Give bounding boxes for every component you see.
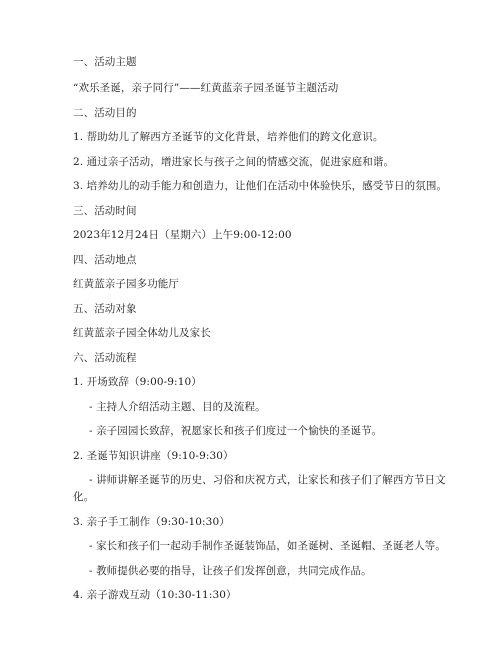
time-text: 2023年12月24日（星期六）上午9:00-12:00 [73,229,292,241]
flow-step-1: 1. 开场致辞（9:00-9:10） [73,376,202,388]
flow-step-3-detail-b: - 教师提供必要的指导，让孩子们发挥创意，共同完成作品。 [89,565,372,577]
purpose-item-1: 1. 帮助幼儿了解西方圣诞节的文化背景，培养他们的跨文化意识。 [73,131,384,143]
flow-step-3-detail-a: - 家长和孩子们一起动手制作圣诞装饰品，如圣诞树、圣诞帽、圣诞老人等。 [89,540,446,552]
heading-theme: 一、活动主题 [73,56,137,68]
flow-step-1-detail-a: - 主持人介绍活动主题、目的及流程。 [89,401,266,413]
heading-time: 三、活动时间 [73,205,137,217]
flow-step-2-detail-a-cont: 化。 [73,491,95,503]
purpose-item-3: 3. 培养幼儿的动手能力和创造力，让他们在活动中体验快乐，感受节日的氛围。 [73,180,448,192]
place-text: 红黄蓝亲子园多功能厅 [73,278,179,290]
flow-step-2-detail-a: - 讲师讲解圣诞节的历史、习俗和庆祝方式，让家长和孩子们了解西方节日文 [89,474,446,486]
flow-step-4: 4. 亲子游戏互动（10:30-11:30） [73,589,237,601]
heading-flow: 六、活动流程 [73,352,137,364]
audience-text: 红黄蓝亲子园全体幼儿及家长 [73,327,211,339]
flow-step-2: 2. 圣诞节知识讲座（9:10-9:30） [73,450,234,462]
heading-audience: 五、活动对象 [73,303,137,315]
purpose-item-2: 2. 通过亲子活动，增进家长与孩子之间的情感交流，促进家庭和谐。 [73,156,395,168]
flow-step-3: 3. 亲子手工制作（9:30-10:30） [73,516,230,528]
heading-place: 四、活动地点 [73,254,137,266]
heading-purpose: 二、活动目的 [73,107,137,119]
flow-step-1-detail-b: - 亲子园园长致辞，祝愿家长和孩子们度过一个愉快的圣诞节。 [89,425,383,437]
theme-text: “欢乐圣诞，亲子同行”——红黄蓝亲子园圣诞节主题活动 [73,82,339,94]
